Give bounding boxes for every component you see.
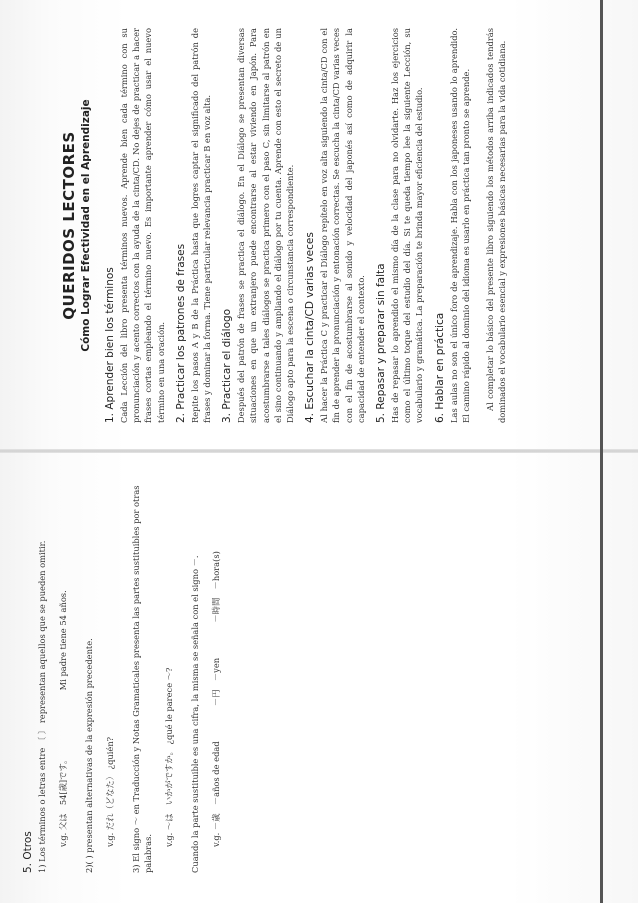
example-1 — [57, 473, 69, 873]
tip-section-5 — [375, 28, 426, 423]
closing-paragraph: Al completar lo básico del presente libro siguiendo los métodos arriba indicados tendrás dominados el vocabulario esencial y expresiones básicas necesarias para la vida cotidiana. — [485, 28, 508, 423]
example-2-prefix: v.g. — [105, 832, 115, 847]
tip-section-1 — [104, 28, 167, 423]
example-4-prefix: v.g. — [211, 832, 221, 847]
tip-body: Las aulas no son el único foro de aprendizaje. Habla con los japoneses usando lo aprendido. El camino rápido al dominio del idioma es usarlo en práctica tan pronto se aprende. — [448, 28, 471, 423]
example-3-spanish: ¿qué le parece ～? — [164, 667, 174, 745]
example-4-age: －歳 －años de edad — [211, 741, 221, 831]
example-1-spanish: Mi padre tiene 54 años. — [58, 590, 68, 691]
example-1-japanese: 父は 54[歳]です。 — [58, 755, 68, 831]
tip-title: 3. Practicar el diálogo — [221, 308, 234, 423]
scan-edge-line — [600, 0, 603, 903]
left-page — [22, 473, 222, 873]
example-3-japanese: ～は いかがですか。 — [164, 747, 174, 831]
otros-item-1: 1) Los términos o letras entre 〔 〕 representan aquellos que se pueden omitir. — [37, 540, 47, 873]
tip-body: Cada Lección del libro presenta términos nuevos. Aprende bien cada término con su pronunciación y acento correctos con la ayuda de la cinta/CD. No dejes de practicar a hacer frases cortas empleando el término nuevo. Es importante aprender cómo usar el nuevo término en una oración. — [119, 28, 166, 423]
tip-section-4 — [304, 28, 367, 423]
section-title-otros: 5. Otros — [22, 831, 34, 873]
example-4-yen: －円 －yen — [211, 657, 221, 707]
tip-title: 4. Escuchar la cinta/CD varias veces — [304, 232, 317, 423]
tip-title: 6. Hablar en práctica — [433, 312, 446, 423]
tip-section-6 — [434, 28, 472, 423]
tip-body: Repite los pasos A y B de la Práctica hasta que logres captar el significado del patrón de frases y dominar la forma. Tiene particular relevancia practicar B en voz alta. — [189, 28, 213, 423]
page-subtitle: Cómo Lograr Efectividad en el Aprendizaje — [80, 99, 92, 352]
tip-title: 2. Practicar los patrones de frases — [174, 243, 187, 423]
otros-item-2: 2)( ) presentan alternativas de la expresión precedente. — [84, 638, 94, 873]
example-2 — [104, 473, 116, 873]
book-spine — [0, 449, 638, 453]
tip-body: Has de repasar lo aprendido el mismo día de la clase para no olvidarte. Haz los ejercicios como el último toque del estudio del día. Si te queda tiempo lee la siguiente Lección, su vocabulario y gramática. La preparación te brinda mayor eficiencia del estudio. — [390, 28, 425, 423]
example-2-japanese: だれ（どなた） — [105, 771, 115, 831]
otros-item-4: Cuando la parte sustituible es una cifra, la misma se señala con el signo －. — [190, 555, 200, 873]
example-1-prefix: v.g. — [58, 832, 68, 847]
example-3 — [163, 473, 175, 873]
example-3-prefix: v.g. — [164, 832, 174, 847]
example-2-spanish: ¿quién? — [105, 736, 115, 770]
example-4-hours: －時間 －hora(s) — [211, 551, 221, 623]
tip-section-3 — [221, 28, 296, 423]
tip-title: 1. Aprender bien los términos — [104, 267, 116, 423]
tip-section-2 — [175, 28, 213, 423]
page-title: QUERIDOS LECTORES — [60, 131, 78, 320]
otros-item-3: 3) El signo ～ en Traducción y Notas Gramaticales presenta las partes sustituibles por otras palabras. — [131, 485, 153, 873]
tip-body: Al hacer la Práctica C y practicar el Diálogo repítelo en voz alta siguiendo la cinta/CD con el fin de aprender la pronunciación y entonación correctas. Se escucha la cinta/CD varias veces con el fin de acostumbrarse al sonido y velocidad del japonés así como de adquirir la capacidad de entender el contexto. — [319, 28, 366, 423]
tip-title: 5. Repasar y preparar sin falta — [375, 263, 388, 423]
right-page — [60, 28, 508, 423]
tip-body: Después del patrón de frases se practica el diálogo. En el Diálogo se presentan diversas situaciones en que un extranjero puede encontrarse al estar viviendo en Japón. Para acostumbrarse a tales diálogos se practica primero con el paso C, sin limitarse al patrón en el sino continuando y ampliando el diálogo por tu cuenta. Aprende con esto el secreto de un Diálogo apto para la escena o circunstancia correspondiente. — [236, 28, 296, 423]
example-4 — [210, 473, 222, 873]
